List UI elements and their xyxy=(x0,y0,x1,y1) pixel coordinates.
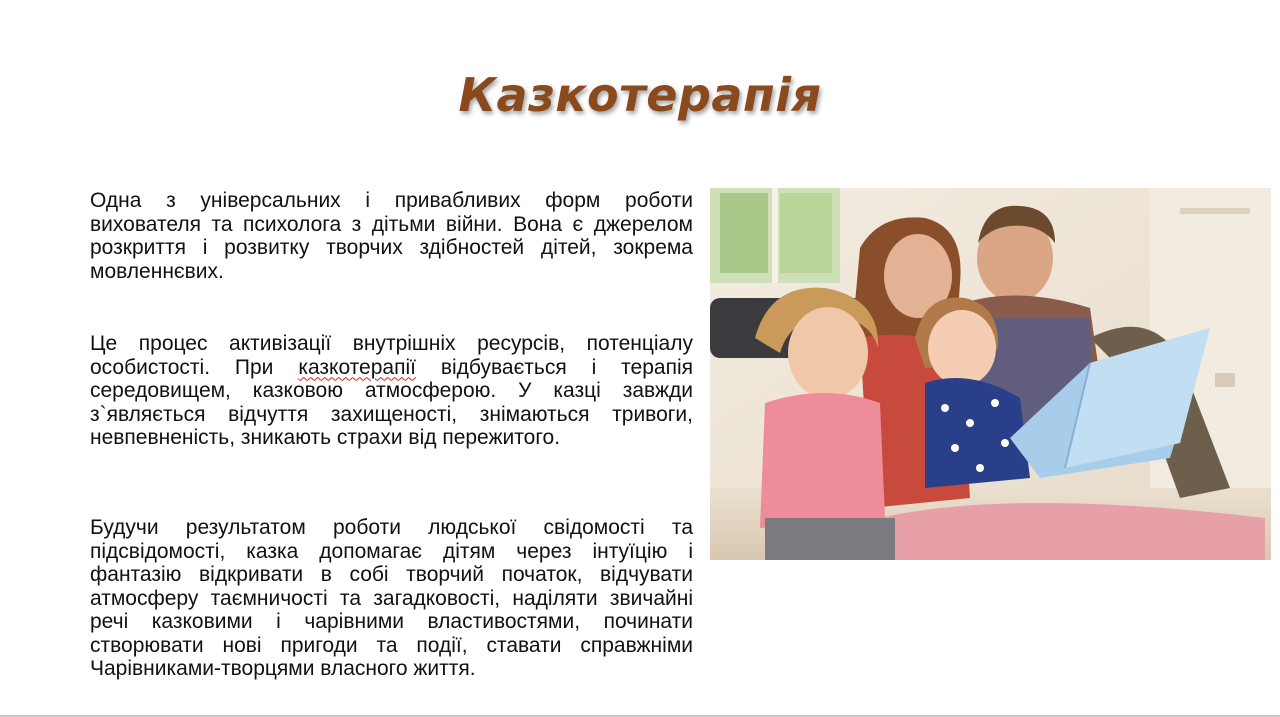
slide-title: Казкотерапія xyxy=(458,68,822,122)
paragraph-process-start: Це процес активізації внутрішніх ресурсів, потенціалу особистості. При xyxy=(90,332,693,379)
paragraph-intro: Одна з універсальних і привабливих форм роботи вихователя та психолога з дітьми війни. Вона є джерелом розкриття і розвитку творчих здібностей дітей, зокрема мовленнєвих. xyxy=(90,189,693,283)
spellcheck-marked-word[interactable]: казкотерапії xyxy=(298,355,416,379)
family-reading-photo xyxy=(710,188,1271,560)
paragraph-process-end: відбувається і терапія середовищем, казковою атмосферою. У казці завжди з`являється відчуття захищеності, знімаються тривоги, невпевненість, зникають страхи від пережитого. xyxy=(90,355,693,449)
paragraph-result: Будучи результатом роботи людської свідомості та підсвідомості, казка допомагає дітям через інтуїцію і фантазію відкривати в собі творчий початок, відчувати атмосферу таємничості та загадковості, наділяти звичайні речі казковими і чарівними властивостями, починати створювати нові пригоди та події, ставати справжніми Чарівниками-творцями власного життя. xyxy=(90,516,693,680)
paragraph-process xyxy=(90,332,693,450)
